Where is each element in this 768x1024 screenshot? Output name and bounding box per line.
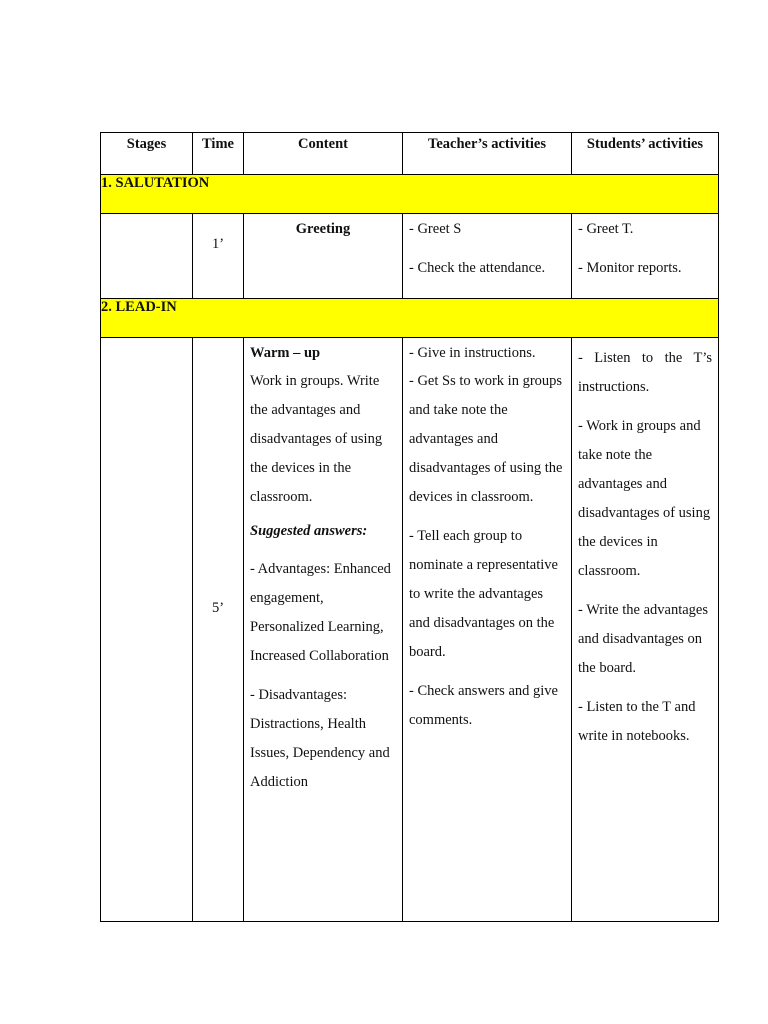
salutation-teacher-item: - Check the attendance. <box>409 260 546 276</box>
salutation-stage-cell <box>101 214 193 299</box>
salutation-time-cell <box>193 214 244 299</box>
lead-in-teacher-item: - Check answers and give comments. <box>409 683 558 728</box>
lead-in-row <box>101 338 719 922</box>
header-teacher-activities: Teacher’s activities <box>403 133 572 175</box>
header-time: Time <box>193 133 244 175</box>
lead-in-time-cell <box>193 338 244 922</box>
lead-in-students-item: - Listen to the T’s instructions. <box>578 350 712 395</box>
lead-in-task: Work in groups. Write the advantages and disadvantages of using the devices in the classroom. <box>250 373 383 505</box>
lead-in-teacher-item: - Tell each group to nominate a representative to write the advantages and disadvantages on the board. <box>409 528 558 660</box>
salutation-teacher-item: - Greet S <box>409 221 462 237</box>
header-row <box>101 133 719 175</box>
salutation-row <box>101 214 719 299</box>
salutation-content-title: Greeting <box>295 221 351 237</box>
header-content: Content <box>244 133 403 175</box>
salutation-time: 1’ <box>211 236 225 252</box>
suggested-answers-label: Suggested answers: <box>250 523 368 539</box>
lead-in-students-item: - Write the advantages and disadvantages on the board. <box>578 602 708 676</box>
section-title-salutation: 1. SALUTATION <box>101 175 719 214</box>
lead-in-students-item: - Work in groups and take note the advantages and disadvantages of using the devices in classroom. <box>578 418 711 579</box>
salutation-content-cell <box>244 214 403 299</box>
section-row-salutation <box>101 175 719 214</box>
lead-in-teacher-item: - Give in instructions. <box>409 345 536 361</box>
advantages-text: - Advantages: Enhanced engagement, Personalized Learning, Increased Collaboration <box>250 561 391 664</box>
lead-in-stage-cell <box>101 338 193 922</box>
lead-in-time: 5’ <box>211 599 225 616</box>
lead-in-content-title: Warm – up <box>250 345 321 361</box>
salutation-students-cell <box>572 214 719 299</box>
lead-in-teacher-cell <box>403 338 572 922</box>
lead-in-students-item: - Listen to the T and write in notebooks. <box>578 699 696 744</box>
lesson-plan-table <box>100 132 719 922</box>
disadvantages-text: - Disadvantages: Distractions, Health Issues, Dependency and Addiction <box>250 687 390 790</box>
lead-in-teacher-item: - Get Ss to work in groups and take note the advantages and disadvantages of using the devices in classroom. <box>409 373 563 505</box>
header-students-activities: Students’ activities <box>572 133 719 175</box>
header-stages: Stages <box>101 133 193 175</box>
salutation-students-item: - Greet T. <box>578 221 634 237</box>
salutation-teacher-cell <box>403 214 572 299</box>
section-title-lead-in: 2. LEAD-IN <box>101 299 719 338</box>
section-row-lead-in <box>101 299 719 338</box>
lead-in-content-cell <box>244 338 403 922</box>
lead-in-students-cell <box>572 338 719 922</box>
salutation-students-item: - Monitor reports. <box>578 260 682 276</box>
